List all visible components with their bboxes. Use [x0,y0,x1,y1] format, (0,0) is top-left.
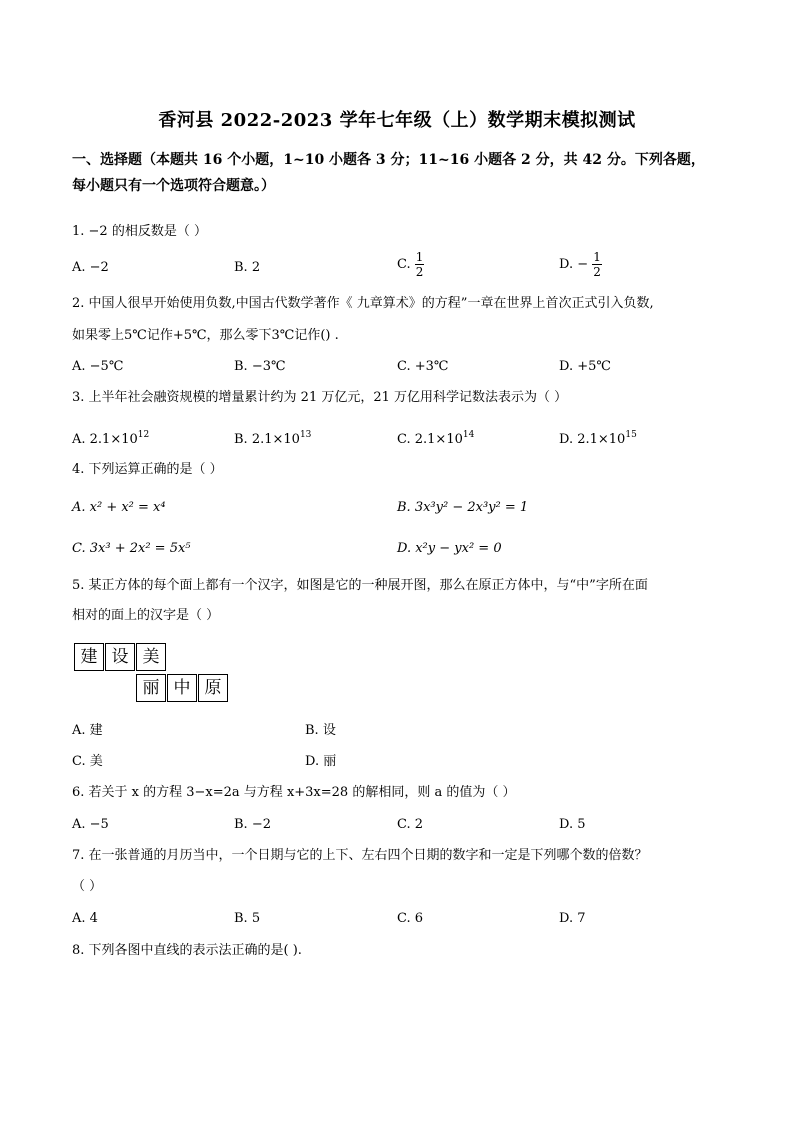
option-base: D. 2.1×10 [559,432,626,447]
cube-net-cell: 设 [105,643,135,671]
question-7-option-b: B. 5 [234,911,261,926]
question-1-option-c [397,250,424,279]
section-header-line2: 每小题只有一个选项符合题意。） [72,178,275,194]
fraction-negative-half [592,250,602,279]
fraction-one-half [415,250,425,279]
question-1-option-d [559,250,602,279]
option-base: C. 2.1×10 [397,432,463,447]
question-5-stem-line1: 5. 某正方体的每个面上都有一个汉字，如图是它的一种展开图，那么在原正方体中，与“中”字所在面 [72,578,648,593]
question-3-option-b [234,425,311,450]
question-7-stem-line1: 7. 在一张普通的月历当中，一个日期与它的上下、左右四个日期的数字和一定是下列哪个数的倍数？ [72,848,648,863]
cube-net-cell: 美 [136,643,166,671]
fraction-denominator: 2 [415,265,424,279]
question-1-option-a: A. −2 [72,260,109,275]
question-2-option-c: C. +3℃ [397,359,449,374]
cube-net-figure [74,643,234,705]
question-4-option-a: A. x² + x² = x⁴ [72,500,166,515]
question-4-option-d: D. x²y − yx² = 0 [397,541,502,556]
option-exponent: 13 [299,430,312,440]
page-title: 香河县 2022-2023 学年七年级（上）数学期末模拟测试 [158,110,636,131]
question-3-option-c [397,425,474,450]
cube-net-cell: 建 [74,643,104,671]
question-6-stem: 6. 若关于 x 的方程 3−x=2a 与方程 x+3x=28 的解相同，则 a 的值为（ ） [72,785,516,800]
option-exponent: 14 [462,430,475,440]
option-c-label: C. [397,257,411,272]
question-1-stem: 1. −2 的相反数是（ ） [72,224,207,239]
question-4-option-c: C. 3x³ + 2x² = 5x⁵ [72,541,191,556]
question-5-stem-line2: 相对的面上的汉字是（ ） [72,608,220,623]
question-3-stem: 3. 上半年社会融资规模的增量累计约为 21 万亿元，21 万亿用科学记数法表示为（ ） [72,390,568,405]
question-6-option-d: D. 5 [559,817,586,832]
fraction-numerator: 1 [593,250,601,264]
cube-net-cell: 原 [198,674,228,702]
question-5-option-b: B. 设 [305,723,336,738]
question-4-stem: 4. 下列运算正确的是（ ） [72,462,223,477]
question-4-option-b: B. 3x³y² − 2x³y² = 1 [397,500,529,515]
section-header-line1: 一、选择题（本题共 16 个小题，1~10 小题各 3 分；11~16 小题各 2 分，共 42 分。下列各题， [72,152,705,168]
question-6-option-b: B. −2 [234,817,271,832]
option-exponent: 15 [625,430,637,440]
question-5-option-a: A. 建 [72,723,103,738]
section-header [72,147,732,199]
question-6-option-c: C. 2 [397,817,424,832]
question-2-stem-line2: 如果零上5℃记作+5℃，那么零下3℃记作() . [72,328,339,343]
question-2-option-b: B. −3℃ [234,359,286,374]
cube-net-cell: 丽 [136,674,166,702]
question-3-option-a [72,425,149,450]
question-8-stem: 8. 下列各图中直线的表示法正确的是( ). [72,943,302,958]
question-6-option-a: A. −5 [72,817,109,832]
cube-net-cell: 中 [167,674,197,702]
fraction-denominator: 2 [593,265,601,279]
question-7-option-c: C. 6 [397,911,424,926]
fraction-numerator: 1 [415,250,424,264]
question-5-option-c: C. 美 [72,754,103,769]
question-7-option-a: A. 4 [72,911,98,926]
question-3-option-d [559,425,637,450]
question-1-option-b: B. 2 [234,260,261,275]
option-exponent: 12 [137,430,150,440]
option-base: B. 2.1×10 [234,432,300,447]
question-2-option-a: A. −5℃ [72,359,124,374]
question-5-option-d: D. 丽 [305,754,337,769]
question-7-option-d: D. 7 [559,911,586,926]
option-base: A. 2.1×10 [72,432,138,447]
question-2-stem-line1: 2. 中国人很早开始使用负数,中国古代数学著作《 九章算术》的方程”一章在世界上首次正式引入负数, [72,296,654,311]
question-7-stem-line2: （ ） [72,879,103,894]
question-2-option-d: D. +5℃ [559,359,611,374]
option-d-label: D. − [559,257,589,272]
